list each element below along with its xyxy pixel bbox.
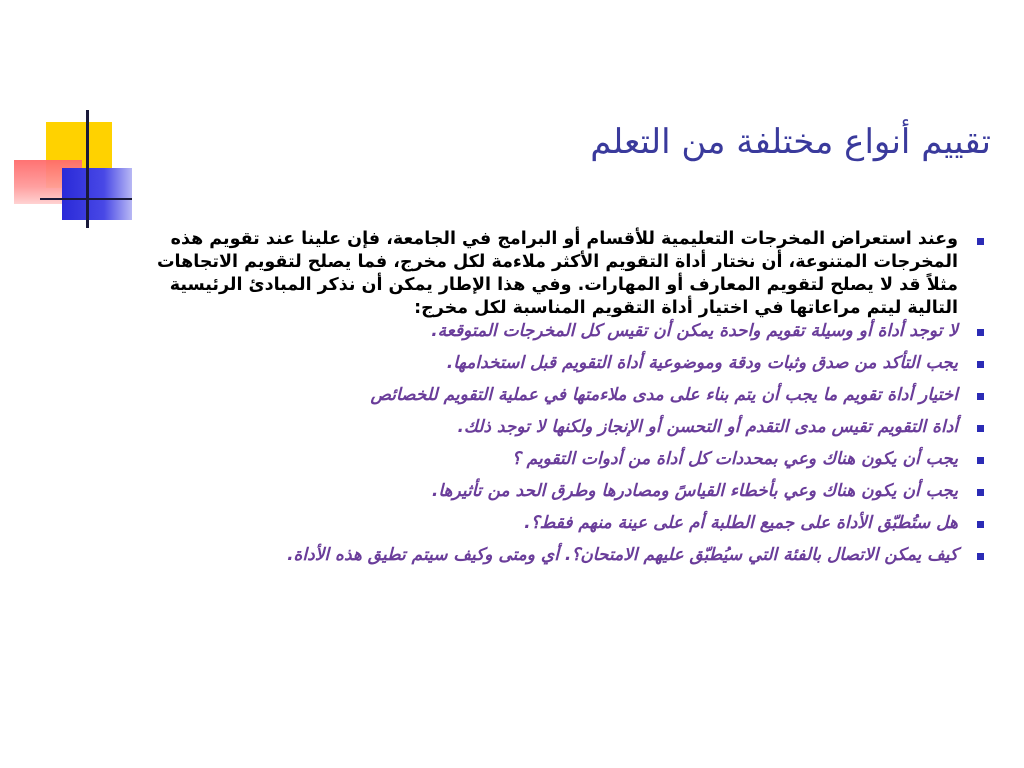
list-item bbox=[156, 448, 986, 471]
logo-horizontal-line bbox=[40, 198, 132, 200]
point-text: اختيار أداة تقويم ما يجب أن يتم بناء على مدى ملاءمتها في عملية التقويم للخصائص bbox=[370, 385, 958, 405]
intro-paragraph bbox=[156, 228, 986, 320]
point-text: كيف يمكن الاتصال بالفئة التي سيُطبّق عليهم الامتحان؟. أي ومتى وكيف سيتم تطيق هذه الأداة. bbox=[287, 545, 958, 565]
square-bullet-icon bbox=[977, 521, 984, 528]
square-bullet-icon bbox=[977, 489, 984, 496]
square-bullet-icon bbox=[977, 393, 984, 400]
list-item bbox=[156, 320, 986, 343]
slide-title: تقييم أنواع مختلفة من التعلم bbox=[590, 122, 991, 162]
slide-bullet-list bbox=[156, 228, 986, 576]
list-item bbox=[156, 512, 986, 535]
point-text: هل ستُطبّق الأداة على جميع الطلبة أم على عينة منهم فقط؟. bbox=[524, 513, 958, 533]
point-text: يجب أن يكون هناك وعي بأخطاء القياسً ومصادرها وطرق الحد من تأثيرها. bbox=[431, 481, 958, 501]
square-bullet-icon bbox=[977, 329, 984, 336]
point-text: لا توجد أداة أو وسيلة تقويم واحدة يمكن أن تقيس كل المخرجات المتوقعة. bbox=[431, 321, 958, 341]
point-text: أداة التقويم تقيس مدى التقدم أو التحسن أو الإنجاز ولكنها لا توجد ذلك. bbox=[457, 417, 958, 437]
list-item bbox=[156, 480, 986, 503]
square-bullet-icon bbox=[977, 457, 984, 464]
square-bullet-icon bbox=[977, 361, 984, 368]
list-item bbox=[156, 352, 986, 375]
slide-logo-decoration bbox=[0, 0, 160, 240]
list-item bbox=[156, 416, 986, 439]
logo-vertical-line bbox=[86, 110, 89, 228]
square-bullet-icon bbox=[977, 553, 984, 560]
point-text: يجب التأكد من صدق وثبات ودقة وموضوعية أداة التقويم قبل استخدامها. bbox=[446, 353, 958, 373]
list-item bbox=[156, 384, 986, 407]
square-bullet-icon bbox=[977, 238, 984, 245]
square-bullet-icon bbox=[977, 425, 984, 432]
logo-blue-square bbox=[62, 168, 132, 220]
list-item bbox=[156, 544, 986, 567]
intro-text: وعند استعراض المخرجات التعليمية للأقسام أو البرامج في الجامعة، فإن علينا عند تقويم هذه المخرجات المتنوعة، أن نختار أداة التقويم الأكثر ملاءمة لكل مخرج، فما يصلح لتقويم الاتجاهات مثلاً قد لا يصلح لتقويم المعارف أو المهارات. وفي هذا الإطار يمكن أن نذكر المبادئ الرئيسية التالية ليتم مراعاتها في اختيار أداة التقويم المناسبة لكل مخرج: bbox=[156, 229, 958, 318]
point-text: يجب أن يكون هناك وعي بمحددات كل أداة من أدوات التقويم ؟ bbox=[511, 449, 958, 469]
